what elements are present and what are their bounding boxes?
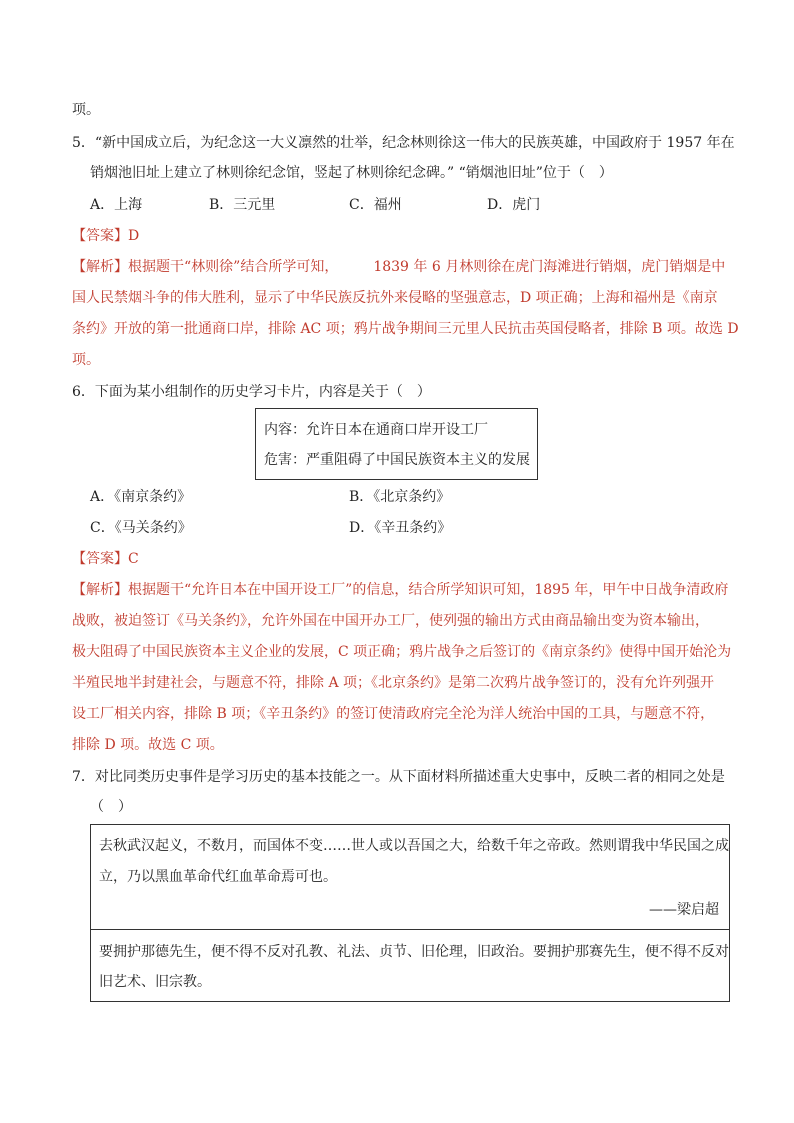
q6-study-card: [255, 408, 538, 480]
q6-analysis-label: 【解析】: [72, 582, 128, 598]
q5-analysis-line-2: 国人民禁烟斗争的伟大胜利，显示了中华民族反抗外来侵略的坚强意志，D 项正确；上海和福州是《南京: [72, 290, 718, 306]
previous-answer-tail: 项。: [72, 102, 100, 118]
q7-stem-line-2: （ ）: [90, 799, 132, 815]
q6-answer-label: 【答案】: [72, 551, 128, 567]
q5-answer-label: 【答案】: [72, 228, 128, 244]
q5-analysis-line-1: [72, 257, 725, 277]
q6-stem-line-1: 6．下面为某小组制作的历史学习卡片，内容是关于（ ）: [72, 384, 431, 400]
q6-answer-value: C: [128, 551, 139, 567]
q5-analysis-label: 【解析】: [72, 259, 128, 275]
q7-material-b-line-2: 旧艺术、旧宗教。: [99, 974, 211, 990]
q6-card-harm: 危害：严重阻碍了中国民族资本主义的发展: [264, 452, 530, 468]
q7-material-a-author: ——梁启超: [649, 902, 719, 918]
q5-stem-line-1: 5．“新中国成立后，为纪念这一大义凛然的壮举，纪念林则徐这一伟大的民族英雄，中国政府于 1957 年在: [72, 135, 735, 151]
q5-stem-line-2: 销烟池旧址上建立了林则徐纪念馆，竖起了林则徐纪念碑。” “销烟池旧址”位于（ ）: [90, 165, 613, 181]
q6-option-a: A．《南京条约》: [90, 489, 192, 505]
q5-answer: [72, 226, 139, 246]
q7-stem-line-1: 7．对比同类历史事件是学习历史的基本技能之一。从下面材料所描述重大史事中，反映二者的相同之处是: [72, 769, 725, 785]
q5-option-d: D．虎门: [487, 197, 541, 213]
q6-analysis-line-5: 设工厂相关内容，排除 B 项；《辛丑条约》的签订使清政府完全沦为洋人统治中国的工具，与题意不符，: [72, 706, 715, 722]
q6-analysis-line-3: 极大阻碍了中国民族资本主义企业的发展，C 项正确；鸦片战争之后签订的《南京条约》使得中国开始沦为: [72, 644, 732, 660]
q6-option-c: C．《马关条约》: [90, 520, 192, 536]
q7-material-b-line-1: 要拥护那德先生，便不得不反对孔教、礼法、贞节、旧伦理，旧政治。要拥护那赛先生，便不得不反对: [99, 944, 729, 960]
q6-analysis-line-4: 半殖民地半封建社会，与题意不符，排除 A 项；《北京条约》是第二次鸦片战争签订的，没有允许列强开: [72, 675, 715, 691]
q5-option-a: A．上海: [90, 197, 143, 213]
q7-material-table: [90, 824, 730, 1002]
q6-option-b: B．《北京条约》: [349, 489, 451, 505]
q6-card-content: 内容：允许日本在通商口岸开设工厂: [264, 422, 488, 438]
q6-option-d: D．《辛丑条约》: [349, 520, 452, 536]
q7-material-a-line-2: 立，乃以黑血革命代红血革命焉可也。: [99, 869, 337, 885]
q6-analysis-text-1: 根据题干“允许日本在中国开设工厂”的信息，结合所学知识可知，1895 年，甲午中日战争清政府: [128, 582, 729, 598]
q6-analysis-line-1: [72, 580, 728, 600]
q5-analysis-line-4: 项。: [72, 352, 100, 368]
q5-option-b: B．三元里: [209, 197, 276, 213]
q5-answer-value: D: [128, 228, 140, 244]
q5-analysis-line-3: 条约》开放的第一批通商口岸，排除 AC 项；鸦片战争期间三元里人民抗击英国侵略者，排除 B 项。故选 D: [72, 321, 739, 337]
q6-analysis-line-6: 排除 D 项。故选 C 项。: [72, 737, 224, 753]
q6-answer: [72, 549, 139, 569]
q5-analysis-text-1: 根据题干“林则徐”结合所学可知， 1839 年 6 月林则徐在虎门海滩进行销烟，虎门销烟是中: [128, 259, 726, 275]
q5-option-c: C．福州: [349, 197, 402, 213]
q6-analysis-line-2: 战败，被迫签订《马关条约》，允许外国在中国开办工厂，使列强的输出方式由商品输出变为资本输出，: [72, 613, 709, 629]
q7-material-divider: [91, 929, 729, 930]
q7-material-a-line-1: 去秋武汉起义，不数月，而国体不变……世人或以吾国之大，给数千年之帝政。然则谓我中华民国之成: [99, 838, 729, 854]
